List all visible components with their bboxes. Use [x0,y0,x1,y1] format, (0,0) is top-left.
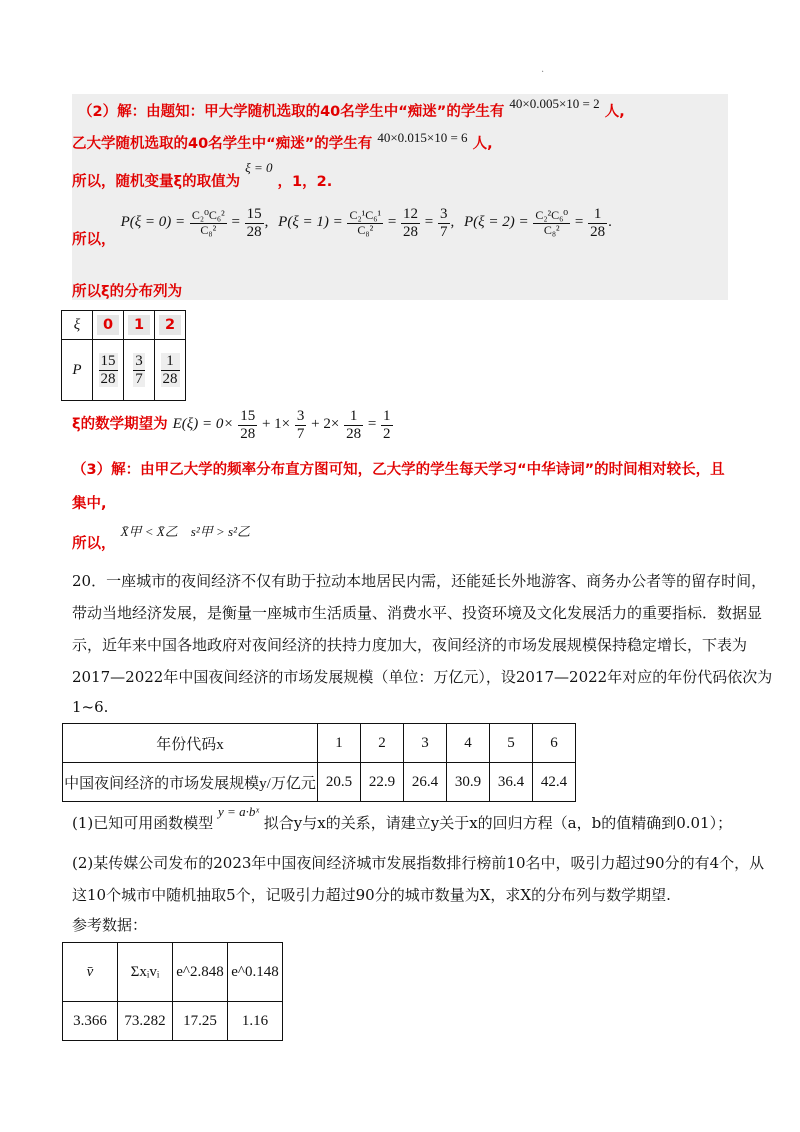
p1-res [438,206,450,240]
table-cell [93,311,124,340]
p1-den: C₈² [357,222,374,237]
p0-res-num: 15 [246,206,262,222]
table-cell: 年份代码x [63,724,318,763]
p0-res [245,206,264,240]
p2-res-num: 1 [588,206,607,224]
xi-value: 2 [159,315,181,335]
p2-lhs: P(ξ = 2) = [464,214,529,231]
exp-t1 [238,408,257,442]
calc1: 40×0.005×10 = 2 [509,96,600,111]
table-cell: Σxᵢvᵢ [118,943,173,1002]
q20-sub2: 这10个城市中随机抽取5个，记吸引力超过90分的城市数量为X，求X的分布列与数学期望. [72,886,671,904]
sub1-model: y = a·bˣ [218,804,259,819]
mean-compare: X̄甲 < X̄乙 [120,524,178,539]
solution-block [72,94,728,300]
p2-res [588,206,607,240]
xi-zero: ξ = 0 [245,160,273,175]
prob-den: 7 [135,370,143,387]
ref-label: 参考数据： [72,916,148,934]
prob-den: 28 [162,370,178,387]
table-row [62,340,186,401]
q20-sub1 [72,804,733,833]
prob-num: 1 [161,353,180,371]
expectation-line [72,408,394,442]
table-cell: 30.9 [447,763,490,802]
exp-t2 [295,408,307,442]
table-cell: 22.9 [361,763,404,802]
expectation-label: ξ的数学期望为 [72,416,168,433]
p1-lhs: P(ξ = 1) = [278,214,343,231]
p0-expr: P(ξ = 0) = $\frac{\text{C₂⁰C₆²}}{\text{C₈²}}$ = $\frac{15}{28}$ , [120,206,269,240]
part2-label: （2）解：由题知：甲大学随机选取的40名学生中“痴迷”的学生有 [78,104,505,120]
unit1: 人, [604,104,625,120]
table-cell: 3 [404,724,447,763]
p2-den: C₈² [543,222,560,237]
p1-mid [401,206,420,240]
q20-line: 20．一座城市的夜间经济不仅有助于拉动本地居民内需，还能延长外地游客、商务办公者等的留存时间， [72,572,767,590]
table-row [63,943,283,1002]
table-cell: 6 [533,724,576,763]
prob-num: 3 [135,353,143,369]
table-cell: 1.16 [228,1002,283,1041]
p0-num: C₂⁰C₆² [191,208,225,223]
q20-line: 2017—2022年中国夜间经济的市场发展规模（单位：万亿元），设2017—2022年对应的年份代码依次为 [72,668,773,686]
expectation-expr [172,408,394,442]
table-row [63,724,576,763]
table-cell: 5 [490,724,533,763]
p1-mid-den: 28 [403,223,419,240]
line4: 所以， [72,232,116,249]
table-cell [124,311,155,340]
table-cell: e^0.148 [228,943,283,1002]
p1-frac [347,209,383,236]
p1-num: C₂¹C₆¹ [349,208,382,223]
q20-line: 带动当地经济发展，是衡量一座城市生活质量、消费水平、投资环境及文化发展活力的重要指标．数据显 [72,604,763,622]
xi-value: 1 [128,315,150,335]
table-cell: v̄ [63,943,118,1002]
exp-t3-den: 28 [346,425,362,442]
p0-res-den: 28 [246,223,262,240]
exp-t1-num: 15 [240,408,256,424]
p2-expr: P(ξ = 2) = $\frac{\text{C₂²C₆⁰}}{\text{C₈²}}$ = $\frac{1}{28}$ . [464,206,612,240]
table-cell [155,311,186,340]
line3a: 所以，随机变量ξ的取值为 [72,174,241,190]
header-mark: . [541,64,545,75]
part2-line2 [72,132,493,153]
exp-t2-num: 3 [296,408,305,424]
table-cell: 中国夜间经济的市场发展规模y/万亿元 [63,763,318,802]
sub1-a: (1)已知可用函数模型 [72,814,214,832]
distribution-table [61,310,186,401]
prob-den: 28 [100,370,116,387]
p0-den: C₈² [200,222,217,237]
table-cell: P [62,340,93,401]
table-cell [155,340,186,401]
table-cell: 42.4 [533,763,576,802]
exp-eq: = [367,416,377,433]
p0-lhs: P(ξ = 0) = [120,214,186,231]
part2-line4 [72,206,612,249]
p1-mid-num: 12 [403,206,419,222]
p1-res-den: 7 [440,223,448,240]
sub1-b: 拟合y与x的关系，请建立y关于x的回归方程（a，b的值精确到0.01）； [263,814,733,832]
exp-res-num: 1 [383,408,391,424]
part2-line5: 所以ξ的分布列为 [72,284,183,300]
prob-frac [133,353,145,387]
part2-line3 [72,160,333,191]
exp-t3-num: 1 [344,408,363,426]
p2-res-den: 28 [590,223,606,240]
p2-frac [533,209,570,236]
table-cell: 3.366 [63,1002,118,1041]
xi-value: 0 [97,315,119,335]
table-cell [124,340,155,401]
table-cell: 26.4 [404,763,447,802]
table-cell: 17.25 [173,1002,228,1041]
unit2: 人, [472,136,493,152]
q20-line: 示，近年来中国各地政府对夜间经济的扶持力度加大，夜间经济的市场发展规模保持稳定增长，下表为 [72,636,748,654]
p1-expr: P(ξ = 1) = $\frac{\text{C₂¹C₆¹}}{\text{C₈²}}$ = $\frac{12}{28}$ = $\frac{3}{7}$ , [278,206,455,240]
table-row [62,311,186,340]
exp-plus2: + 2× [311,416,340,433]
exp-t3 [344,408,363,442]
part3-line1: （3）解：由甲乙大学的频率分布直方图可知，乙大学的学生每天学习“中华诗词”的时间相对较长，且 [72,462,725,478]
calc2: 40×0.015×10 = 6 [377,130,468,145]
exp-res-den: 2 [383,425,391,442]
table-cell: 4 [447,724,490,763]
table-cell: ξ [62,311,93,340]
line3b: ，1，2. [277,174,333,190]
part3-line3 [72,524,250,552]
exp-plus1: + 1× [261,416,291,433]
q20-line: 1~6. [72,698,109,716]
table-row [63,1002,283,1041]
line2-text: 乙大学随机选取的40名学生中“痴迷”的学生有 [72,136,373,152]
p2-num: C₂²C₆⁰ [535,208,569,223]
q20-sub2: (2)某传媒公司发布的2023年中国夜间经济城市发展指数排行榜前10名中，吸引力超过90分的有4个，从 [72,854,765,872]
part3-line2: 集中, [72,496,107,512]
exp-t1-den: 28 [240,425,256,442]
market-size-table [62,723,576,802]
p0-frac [190,209,227,236]
table-cell: 73.282 [118,1002,173,1041]
table-cell: 20.5 [318,763,361,802]
exp-res [381,408,393,442]
table-cell: 36.4 [490,763,533,802]
variance-compare: s²甲 > s²乙 [190,524,250,539]
exp-lhs: E(ξ) = 0× [172,416,234,433]
part2-line1 [78,96,625,121]
table-row [63,763,576,802]
prob-frac [161,353,180,387]
table-cell: 2 [361,724,404,763]
reference-table [62,942,283,1041]
prob-num: 15 [100,353,116,369]
table-cell: e^2.848 [173,943,228,1002]
table-cell [93,340,124,401]
p1-res-num: 3 [440,206,448,222]
part3-label: 所以， [72,536,116,552]
exp-t2-den: 7 [296,425,305,442]
prob-frac [99,353,118,387]
table-cell: 1 [318,724,361,763]
